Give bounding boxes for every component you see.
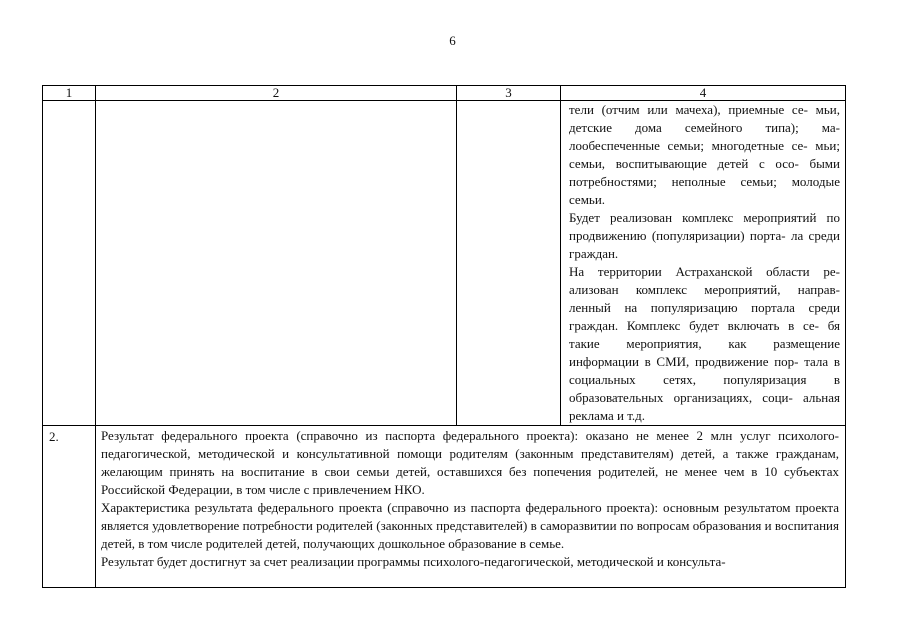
header-cell-2: 2: [96, 86, 457, 101]
row1-cell-2: [96, 101, 457, 426]
paragraph: На территории Астраханской области ре- ализован комплекс мероприятий, направ- ленный на популяризацию портала среди граждан. Комплекс будет включать в се- бя такие мероприятия, как размещение информации в СМИ, продвижение пор- тала в социальных сетях, популяризация в образовательных организациях, соци- альная реклама и т.д.: [569, 264, 840, 423]
document-table: [42, 85, 846, 588]
paragraph: Результат будет достигнут за счет реализации программы психолого-педагогической, методической и консульта-: [101, 554, 726, 569]
row1-cell-3: [457, 101, 561, 426]
header-cell-3: 3: [457, 86, 561, 101]
page-number: 6: [449, 33, 456, 48]
table-row: [43, 101, 846, 426]
paragraph: Результат федерального проекта (справочно из паспорта федерального проекта): оказано не менее 2 млн услуг психолого-педагогической, методической и консультативной помощи родителям (законным представителям) детей, а также гражданам, желающим принять на воспитание в свои семьи детей, оставшихся без попечения родителей, не менее чем в 10 субъектах Российской Федерации, в том числе с привлечением НКО.: [101, 428, 839, 497]
table-row: [43, 426, 846, 588]
paragraph: Будет реализован комплекс мероприятий по продвижению (популяризации) порта- ла среди граждан.: [569, 210, 840, 261]
header-cell-1: 1: [43, 86, 96, 101]
row1-cell-4: [561, 101, 846, 426]
paragraph: Характеристика результата федерального проекта (справочно из паспорта федерального проекта): основным результатом проекта является удовлетворение потребности родителей (законных представителей) в саморазвитии по вопросам образования и воспитания детей, в том числе родителей детей, получающих дошкольное образование в семье.: [101, 500, 839, 551]
row1-cell-1: [43, 101, 96, 426]
header-cell-4: 4: [561, 86, 846, 101]
paragraph: тели (отчим или мачеха), приемные се- мьи, детские дома семейного типа); ма- лообеспеченные семьи; многодетные се- мьи; семьи, воспитывающие детей с осо- быми потребностями; неполные семьи; молодые семьи.: [569, 102, 840, 207]
table-header-row: [43, 86, 846, 101]
row2-text-cell: [96, 426, 846, 588]
row-number: 2.: [43, 426, 96, 588]
